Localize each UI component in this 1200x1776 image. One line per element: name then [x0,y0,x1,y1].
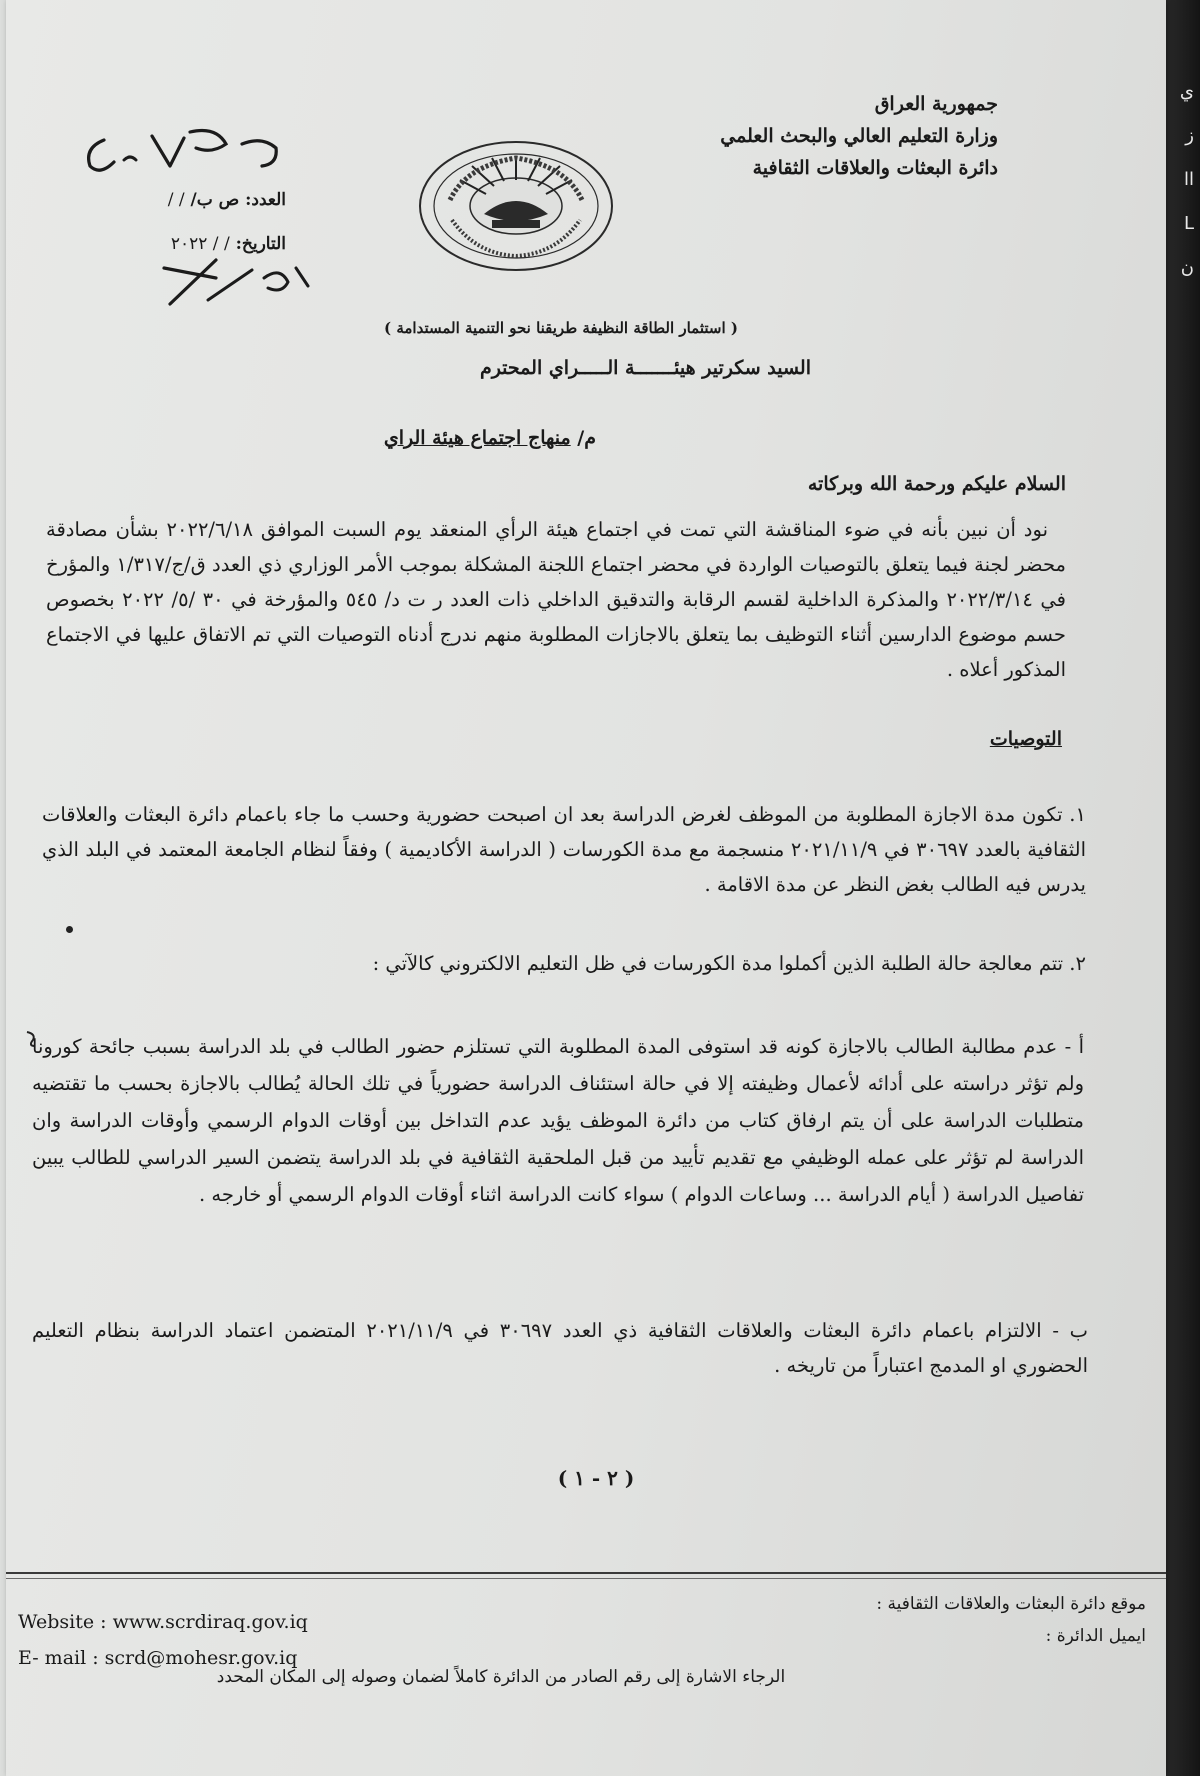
subject-line [384,427,596,449]
footer-email: E- mail : scrd@mohesr.gov.iq [18,1647,298,1669]
slogan: ( استثمار الطاقة النظيفة طريقنا نحو التنمية المستدامة ) [384,319,738,337]
recommendations-heading: التوصيات [989,728,1062,750]
letterhead [720,88,998,184]
recommendation-item-1: ١. تكون مدة الاجازة المطلوبة من الموظف لغرض الدراسة بعد ان اصبحت حضورية وحسب ما جاء باعمام دائرة البعثات والعلاقات الثقافية بالعدد ٣٠٦٩٧ في ٢٠٢١/١١/٩ منسجمة مع مدة الكورسات ( الدراسة الأكاديمية ) وفقاً لنظام الجامعة المعتمد في البلد الذي يدرس فيه الطالب بغض النظر عن مدة الاقامة . [42,803,1086,896]
reference-number-label: العدد: ص ب/ [190,190,286,210]
footer-note: الرجاء الاشارة إلى رقم الصادر من الدائرة كاملاً لضمان وصوله إلى المكان المحدد [216,1667,786,1687]
handwritten-reference-number [66,118,316,188]
ministry-emblem-logo [406,136,626,276]
recommendation-item-a: أ - عدم مطالبة الطالب بالاجازة كونه قد استوفى المدة المطلوبة التي تستلزم حضور الطالب في بلد الدراسة بسبب جائحة كورونا ولم تؤثر دراسته على أدائه لأعمال وظيفته إلا في حالة استئناف الدراسة حضورياً في تلك الحالة يُطالب بالاجازة بحسب ما تقتضيه متطلبات الدراسة على أن يتم ارفاق كتاب من دائرة الموظف يؤيد عدم التداخل بين أوقات الدوام الرسمي وأوقات الدراسة وان الدراسة لم تؤثر على عمله الوظيفي مع تقديم تأييد من قبل الملحقية الثقافية في بلد الدراسة يتضمن السير الدراسي للطالب يبين تفاصيل الدراسة ( أيام الدراسة ... وساعات الدوام ) سواء كانت الدراسة اثناء أوقات الدوام الرسمي أو خارجه . [32,1035,1084,1206]
reference-number-slots: / / [167,190,185,210]
reference-date-value: / / ٢٠٢٢ [170,234,230,254]
reference-date-label: التاريخ: [235,234,286,254]
footer-labels [876,1588,1146,1652]
letterhead-ministry: وزارة التعليم العالي والبحث العلمي [720,125,998,147]
subject-text: منهاج اجتماع هيئة الراي [383,427,571,449]
intro-paragraph: نود أن نبين بأنه في ضوء المناقشة التي تمت في اجتماع هيئة الرأي المنعقد يوم السبت الموافق ٢٠٢٢/٦/١٨ بشأن مصادقة محضر لجنة فيما يتعلق بالتوصيات الواردة في محضر اجتماع اللجنة المشكلة بموجب الأمر الوزاري ذي العدد ق/ج/١/٣١٧ والمؤرخ في ٢٠٢٢/٣/١٤ والمذكرة الداخلية لقسم الرقابة والتدقيق الداخلي ذات العدد ر ت د/ ٥٤٥ والمؤرخة في ٣٠ /٥/ ٢٠٢٢ بخصوص حسم موضوع الدارسين أثناء التوظيف بما يتعلق بالاجازات المطلوبة منهم ندرج أدناه التوصيات التي تم الاتفاق عليها في الاجتماع المذكور أعلاه . [46,518,1066,681]
underlying-document-edge [1164,0,1200,1776]
letterhead-department: دائرة البعثات والعلاقات الثقافية [752,157,998,179]
footer-divider-thin [6,1578,1166,1579]
footer-email-label: ايميل الدائرة : [1045,1626,1146,1646]
handwritten-date [156,248,326,310]
recommendation-item-b: ب - الالتزام باعمام دائرة البعثات والعلاقات الثقافية ذي العدد ٣٠٦٩٧ في ٢٠٢١/١١/٩ المتضمن اعتماد الدراسة بنظام التعليم الحضوري او المدمج اعتباراً من تاريخه . [32,1319,1088,1377]
edge-fragments: ي ز ll L ن [1179,81,1194,278]
footer-divider [6,1572,1166,1574]
page-counter: ( ٢ - ١ ) [557,1466,635,1490]
footer-website: Website : www.scrdiraq.gov.iq [18,1611,308,1633]
greeting: السلام عليكم ورحمة الله وبركاته [807,473,1066,495]
letterhead-country: جمهورية العراق [874,93,998,115]
addressee: السيد سكرتير هيئـــــــة الـــــراي المحترم [479,357,811,379]
ink-dot [66,926,73,933]
subject-prefix: م/ [577,427,596,449]
recommendation-item-2: ٢. تتم معالجة حالة الطلبة الذين أكملوا مدة الكورسات في ظل التعليم الالكتروني كالآتي : [372,952,1086,975]
footer-site-label: موقع دائرة البعثات والعلاقات الثقافية : [876,1594,1146,1614]
letter-page [6,0,1166,1776]
